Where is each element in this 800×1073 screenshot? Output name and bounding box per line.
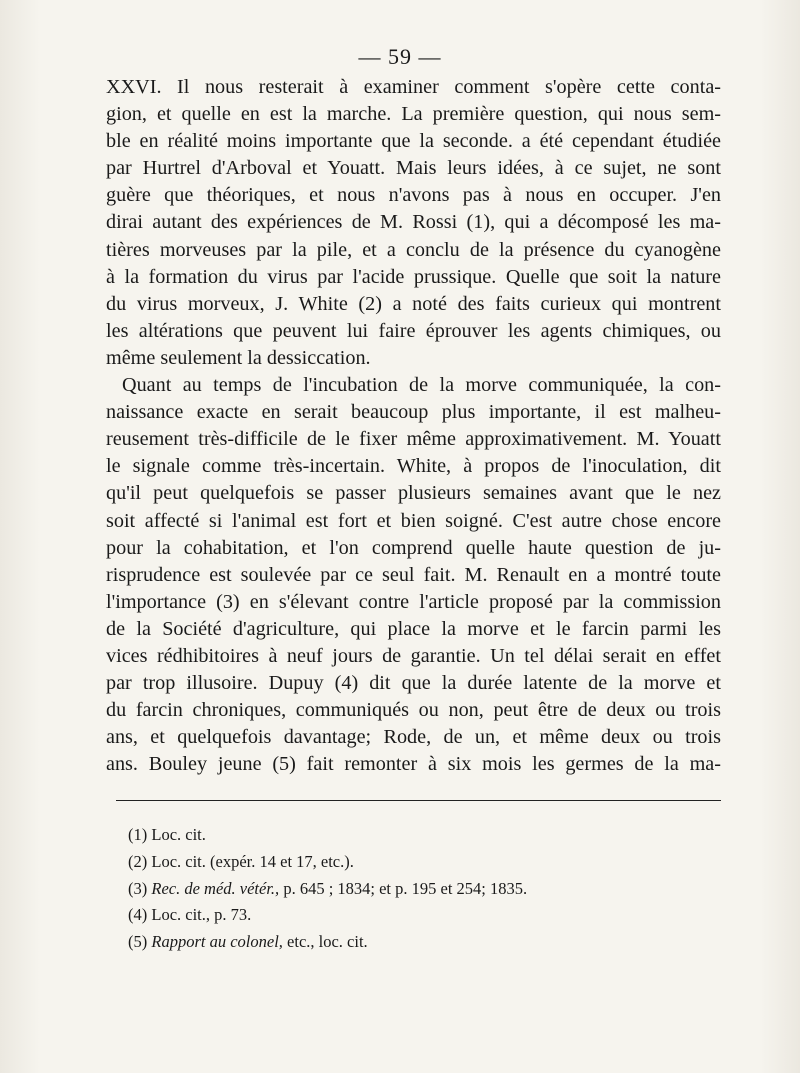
footnote-number: (4) <box>128 905 148 925</box>
text-line: même seulement la dessiccation. <box>106 346 371 369</box>
footnote-number: (1) <box>128 825 148 844</box>
footnote <box>128 929 688 956</box>
footnotes <box>128 822 688 956</box>
text-line: ans, et quelquefois davantage; Rode, de un, et même deux ou trois <box>106 726 721 749</box>
text-line: à la formation du virus par l'acide prussique. Quelle que soit la nature <box>106 265 721 288</box>
text-line: guère que théoriques, et nous n'avons pas à nous en occuper. J'en <box>106 184 721 207</box>
footnote <box>128 849 688 876</box>
text-line: du farcin chroniques, communiqués ou non, peut être de deux ou trois <box>106 699 721 722</box>
text-line: XXVI. Il nous resterait à examiner comment s'opère cette conta- <box>106 76 721 98</box>
text-line: l'importance (3) en s'élevant contre l'article proposé par la commission <box>106 590 721 613</box>
footnote-text: Loc. cit. <box>151 825 206 844</box>
text-line: de la Société d'agriculture, qui place la morve et le farcin parmi les <box>106 617 721 640</box>
text-line: par trop illusoire. Dupuy (4) dit que la durée latente de la morve et <box>106 672 721 695</box>
footnote-text: Loc. cit. (expér. 14 et 17, etc.). <box>151 851 354 871</box>
text-line: risprudence est soulevée par ce seul fait. M. Renault en a montré toute <box>106 563 721 586</box>
text-line: tières morveuses par la pile, et a conclu de la présence du cyanogène <box>106 238 721 261</box>
text-line: par Hurtrel d'Arboval et Youatt. Mais leurs idées, à ce sujet, ne sont <box>106 157 721 180</box>
footnote-number: (3) <box>128 878 148 898</box>
footnote-number: (5) <box>128 932 148 952</box>
paragraph-2 <box>106 372 721 778</box>
text-line: ble en réalité moins importante que la seconde. a été cependant étudiée <box>106 130 721 153</box>
text-line: reusement très-difficile de le fixer même approximativement. M. Youatt <box>106 428 721 451</box>
text-line: soit affecté si l'animal est fort et bien soigné. C'est autre chose encore <box>106 509 721 532</box>
footnote-text: Loc. cit., p. 73. <box>151 905 252 925</box>
text-line: gion, et quelle en est la marche. La première question, qui nous sem- <box>106 103 721 126</box>
text-line: du virus morveux, J. White (2) a noté des faits curieux qui montrent <box>106 292 721 315</box>
text-line: dirai autant des expériences de M. Rossi (1), qui a décomposé les ma- <box>106 211 721 234</box>
footnote <box>128 822 688 849</box>
footnote <box>128 902 688 929</box>
text-line: les altérations que peuvent lui faire éprouver les agents chimiques, ou <box>106 319 721 342</box>
footnote-text: etc., loc. cit. <box>282 932 368 952</box>
text-line: vices rédhibitoires à neuf jours de garantie. Un tel délai serait en effet <box>106 644 721 667</box>
footnote <box>128 876 688 903</box>
text-line: qu'il peut quelquefois se passer plusieurs semaines avant que le nez <box>106 482 721 505</box>
page-number: — 59 — <box>358 44 442 69</box>
text-line: naissance exacte en serait beaucoup plus importante, il est malheu- <box>106 401 721 424</box>
footnote-source-title: Rapport au colonel, <box>151 932 283 952</box>
paragraph-1 <box>106 74 721 372</box>
text-line: pour la cohabitation, et l'on comprend quelle haute question de ju- <box>106 536 721 559</box>
text-line: le signale comme très-incertain. White, à propos de l'inoculation, dit <box>106 455 721 478</box>
text-line: ans. Bouley jeune (5) fait remonter à six mois les germes de la ma- <box>106 753 721 776</box>
footnote-divider <box>116 800 721 801</box>
text-line: Quant au temps de l'incubation de la morve communiquée, la con- <box>122 374 721 397</box>
footnote-source-title: Rec. de méd. vétér., <box>151 878 280 898</box>
body-text <box>106 74 721 778</box>
footnote-number: (2) <box>128 851 148 871</box>
footnote-text: p. 645 ; 1834; et p. 195 et 254; 1835. <box>279 878 528 898</box>
